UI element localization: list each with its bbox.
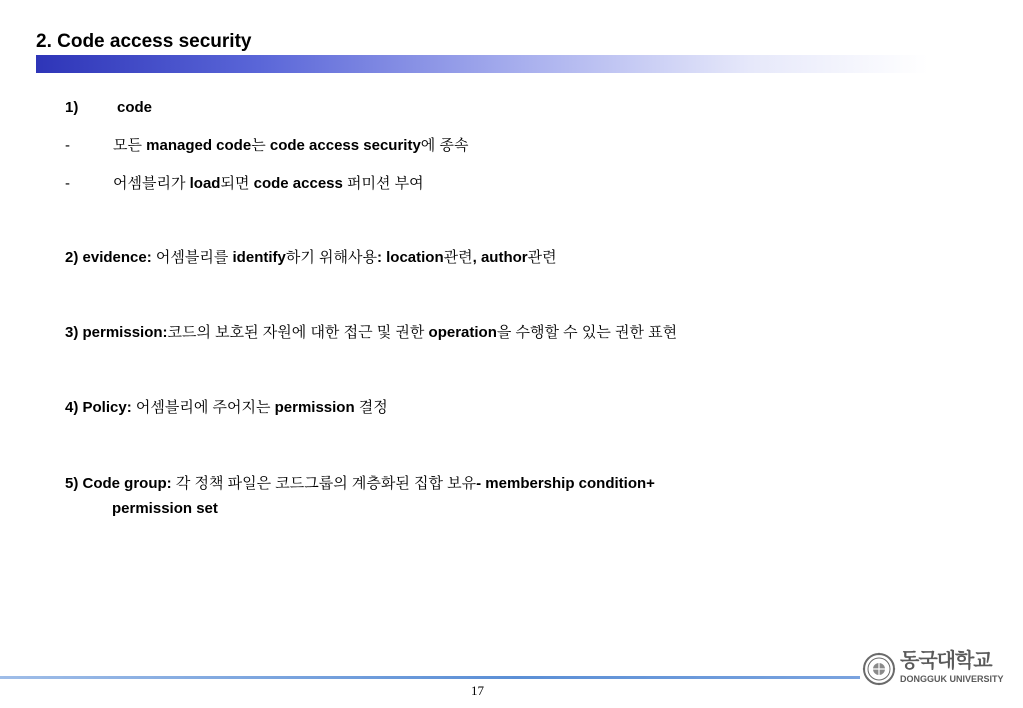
item-1-number: 1) [65,99,79,116]
text-run: 하기 위해사용 [285,249,377,266]
text-run: 관련 [527,249,557,266]
item-4-policy [65,398,388,418]
bold-run: 2) evidence: [65,249,152,266]
bold-run: - membership condition+ [476,475,655,492]
text-run: 는 [251,137,270,154]
text-run: 코드의 보호된 자원에 대한 접근 및 권한 [167,324,429,341]
bold-run: managed code [146,137,252,154]
bold-run: operation [428,324,497,341]
bullet-2-dash: - [65,175,70,192]
university-logo [862,648,1002,690]
bold-run: permission set [112,500,218,517]
item-5-code-group [65,474,655,494]
bullet-1-text [113,136,468,156]
text-run: 을 수행할 수 있는 권한 표현 [496,324,678,341]
bold-run: 4) Policy: [65,399,132,416]
text-run: 각 정책 파일은 코드그룹의 계층화된 집합 보유 [171,475,477,492]
item-1-label: code [117,99,153,116]
bold-run: , author [472,249,528,266]
text-run: 관련 [443,249,473,266]
university-name-english: DONGGUK UNIVERSITY [900,674,1004,684]
university-name-korean: 동국대학교 [900,650,992,672]
text-run: 모든 [113,137,147,154]
university-seal-icon [862,650,896,688]
bold-run: permission [274,399,355,416]
bold-run: code access [253,175,343,192]
footer-line [0,676,860,679]
text-run: 어셈블리에 주어지는 [131,399,275,416]
text-run: 어셈블리가 [113,175,190,192]
bold-run: 5) Code group: [65,475,172,492]
text-run: 결정 [354,399,388,416]
item-2-evidence [65,248,557,268]
bold-run: 3) permission: [65,324,168,341]
item-3-permission [65,323,677,343]
bullet-2-text [113,174,424,194]
bold-run: : location [376,249,444,266]
text-run: 에 종속 [420,137,469,154]
page-number: 17 [471,683,484,698]
title-gradient-bar [36,55,928,73]
item-5-continuation [112,499,218,519]
bold-run: load [189,175,221,192]
text-run: 퍼미션 부여 [342,175,424,192]
text-run: 어셈블리를 [151,249,233,266]
slide-title: 2. Code access security [36,31,252,52]
bold-run: identify [232,249,286,266]
bold-run: code access security [269,137,421,154]
text-run: 되면 [220,175,254,192]
bullet-1-dash: - [65,137,70,154]
